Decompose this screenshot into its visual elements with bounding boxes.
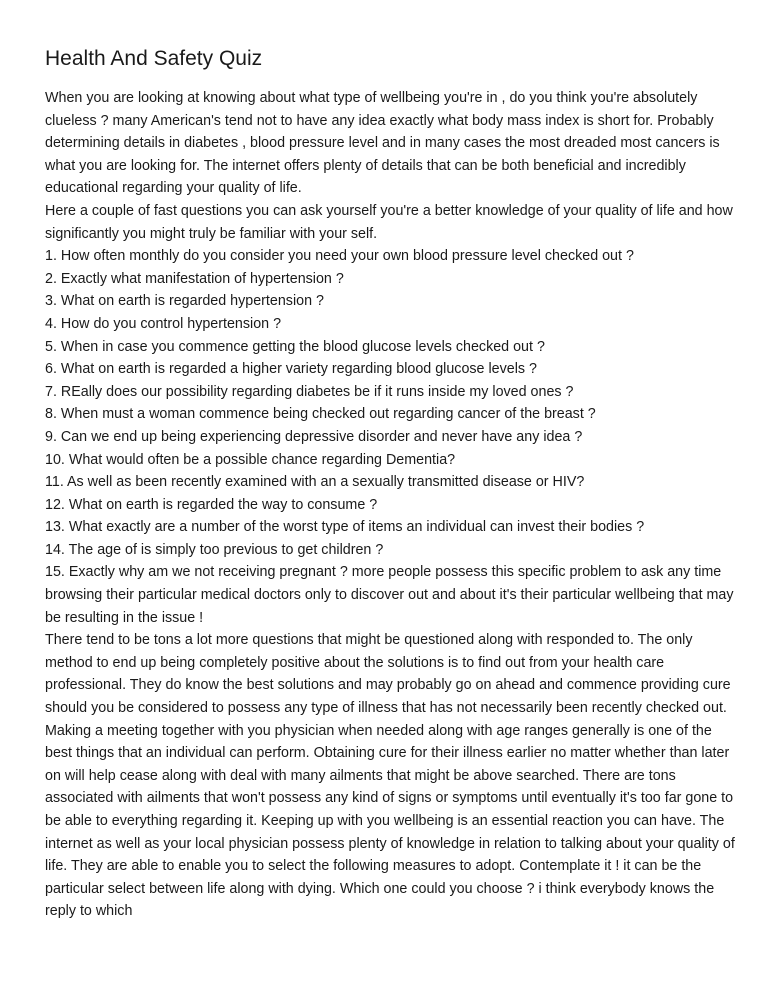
question-item-15: 15. Exactly why am we not receiving pregnant ? more people possess this specific problem to ask any time browsing their particular medical doctors only to discover out and about it's their particular wellbeing that may be resulting in the issue !: [45, 564, 734, 626]
question-item-12: 12. What on earth is regarded the way to consume ?: [45, 496, 378, 513]
question-item-4: 4. How do you control hypertension ?: [45, 315, 282, 332]
question-item-11: 11. As well as been recently examined with an a sexually transmitted disease or HIV?: [45, 474, 585, 491]
document-page: [45, 44, 735, 923]
question-item-5: 5. When in case you commence getting the blood glucose levels checked out ?: [45, 338, 545, 355]
intro-paragraph-1: When you are looking at knowing about what type of wellbeing you're in , do you think you're absolutely clueless ? many American's tend not to have any idea exactly what body mass index is short for. Probably determining details in diabetes , blood pressure level and in many cases the most dreaded most cancers is what you are looking for. The internet offers plenty of details that can be both beneficial and incredibly educational regarding your quality of life.: [45, 90, 720, 197]
question-item-10: 10. What would often be a possible chance regarding Dementia?: [45, 451, 456, 468]
page-title: Health And Safety Quiz: [45, 47, 263, 70]
document-body: [45, 87, 735, 923]
question-list: [45, 245, 735, 629]
question-item-14: 14. The age of is simply too previous to get children ?: [45, 541, 384, 558]
question-item-8: 8. When must a woman commence being checked out regarding cancer of the breast ?: [45, 406, 596, 423]
question-item-9: 9. Can we end up being experiencing depressive disorder and never have any idea ?: [45, 428, 583, 445]
question-item-13: 13. What exactly are a number of the worst type of items an individual can invest their bodies ?: [45, 519, 645, 536]
question-item-2: 2. Exactly what manifestation of hypertension ?: [45, 270, 344, 287]
question-item-7: 7. REally does our possibility regarding diabetes be if it runs inside my loved ones ?: [45, 383, 574, 400]
question-item-1: 1. How often monthly do you consider you need your own blood pressure level checked out ?: [45, 248, 634, 265]
question-item-6: 6. What on earth is regarded a higher variety regarding blood glucose levels ?: [45, 361, 537, 378]
intro-paragraph-2: Here a couple of fast questions you can ask yourself you're a better knowledge of your quality of life and how significantly you might truly be familiar with your self.: [45, 202, 733, 242]
question-item-3: 3. What on earth is regarded hypertension ?: [45, 293, 324, 310]
closing-paragraph: There tend to be tons a lot more questions that might be questioned along with responded to. The only method to end up being completely positive about the solutions is to find out from your health care professional. They do know the best solutions and may probably go on ahead and commence providing cure should you be considered to possess any type of illness that has not necessarily been recently checked out. Making a meeting together with you physician when needed along with age ranges generally is one of the best things that an individual can perform. Obtaining cure for their illness earlier no matter whether than later on will help cease along with deal with many ailments that might be above searched. There are tons associated with ailments that won't possess any kind of signs or symptoms until eventually it's too far gone to be able to everything regarding it. Keeping up with you wellbeing is an essential reaction you can have. The internet as well as your local physician possess plenty of knowledge in relation to talking about your quality of life. They are able to enable you to select the following measures to adopt. Contemplate it ! it can be the particular select between life along with dying. Which one could you choose ? i think everybody knows the reply to which: [45, 632, 735, 920]
